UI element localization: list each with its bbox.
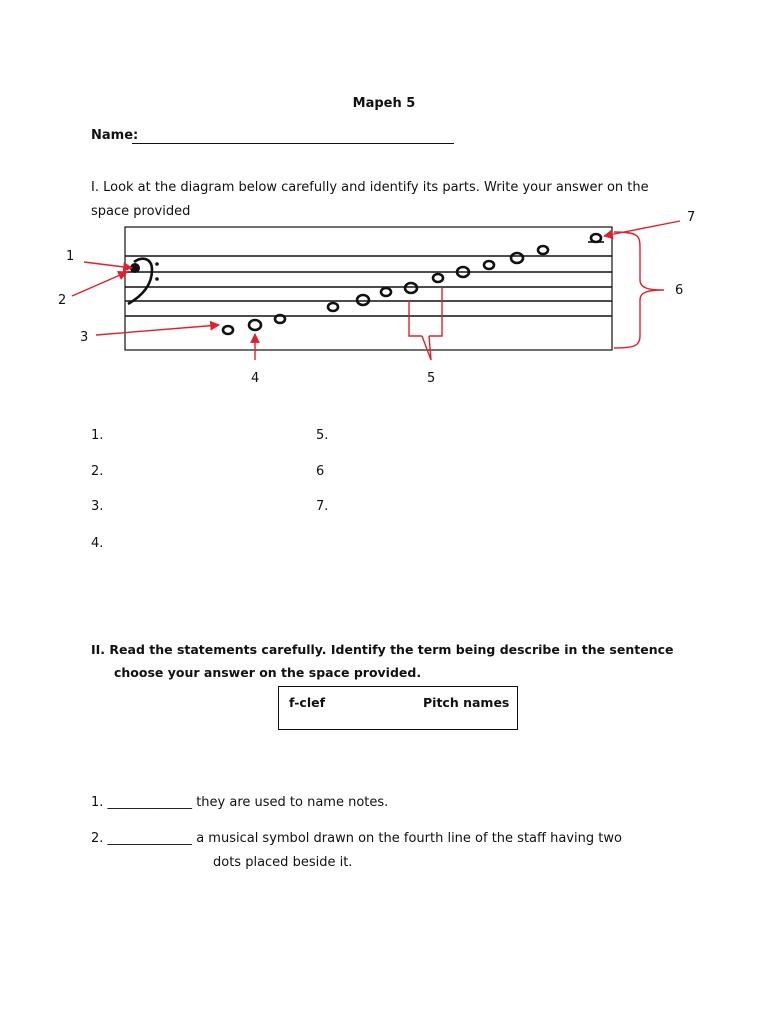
answer-blank[interactable]: _____________: [107, 795, 193, 810]
f-clef-icon: [128, 259, 159, 304]
question-text: a musical symbol drawn on the fourth line of the staff having two: [196, 831, 622, 846]
staff-diagram: [0, 210, 768, 390]
part1-instruction-line1: I. Look at the diagram below carefully and identify its parts. Write your answer on the: [91, 180, 649, 195]
question-number: 1.: [91, 795, 104, 810]
diagram-label-5: 5: [427, 371, 436, 386]
note-head: [591, 234, 601, 242]
note-head: [275, 315, 285, 323]
note-head: [405, 283, 417, 293]
diagram-label-4: 4: [251, 371, 260, 386]
note-heads: [223, 234, 601, 334]
choice-pitch-names: Pitch names: [423, 695, 510, 710]
diagram-label-3: 3: [80, 330, 89, 345]
choice-f-clef: f-clef: [289, 695, 326, 710]
answer-number-7: 7.: [316, 499, 329, 514]
note-head: [381, 288, 391, 296]
question-2-continued: dots placed beside it.: [213, 855, 353, 870]
answer-number-2: 2.: [91, 464, 104, 479]
answer-number-5: 5.: [316, 428, 329, 443]
note-head: [223, 326, 233, 334]
note-head: [538, 246, 548, 254]
staff-lines: [125, 256, 612, 316]
answer-number-6: 6: [316, 464, 325, 479]
answer-number-4: 4.: [91, 536, 104, 551]
diagram-label-7: 7: [687, 210, 696, 225]
note-head: [433, 274, 443, 282]
part1-instruction-line2: space provided: [91, 204, 191, 219]
question-number: 2.: [91, 831, 104, 846]
answer-number-1: 1.: [91, 428, 104, 443]
note-head: [511, 253, 523, 263]
question-2: [91, 831, 622, 846]
answer-number-3: 3.: [91, 499, 104, 514]
diagram-label-2: 2: [58, 293, 67, 308]
name-field-line[interactable]: [132, 143, 454, 144]
choices-box: [278, 686, 518, 730]
note-head: [357, 295, 369, 305]
diagram-label-6: 6: [675, 283, 684, 298]
part2-instruction-line2: choose your answer on the space provided.: [114, 665, 422, 680]
name-label: Name:: [91, 128, 139, 143]
page-title: Mapeh 5: [352, 96, 416, 111]
question-1: [91, 795, 388, 810]
note-head: [484, 261, 494, 269]
part2-instruction-line1: II. Read the statements carefully. Identify the term being describe in the sentence: [91, 642, 674, 657]
diagram-label-1: 1: [66, 249, 75, 264]
note-head: [328, 303, 338, 311]
staff-frame: [125, 227, 612, 350]
answer-blank[interactable]: _____________: [107, 831, 193, 846]
question-text: they are used to name notes.: [196, 795, 389, 810]
